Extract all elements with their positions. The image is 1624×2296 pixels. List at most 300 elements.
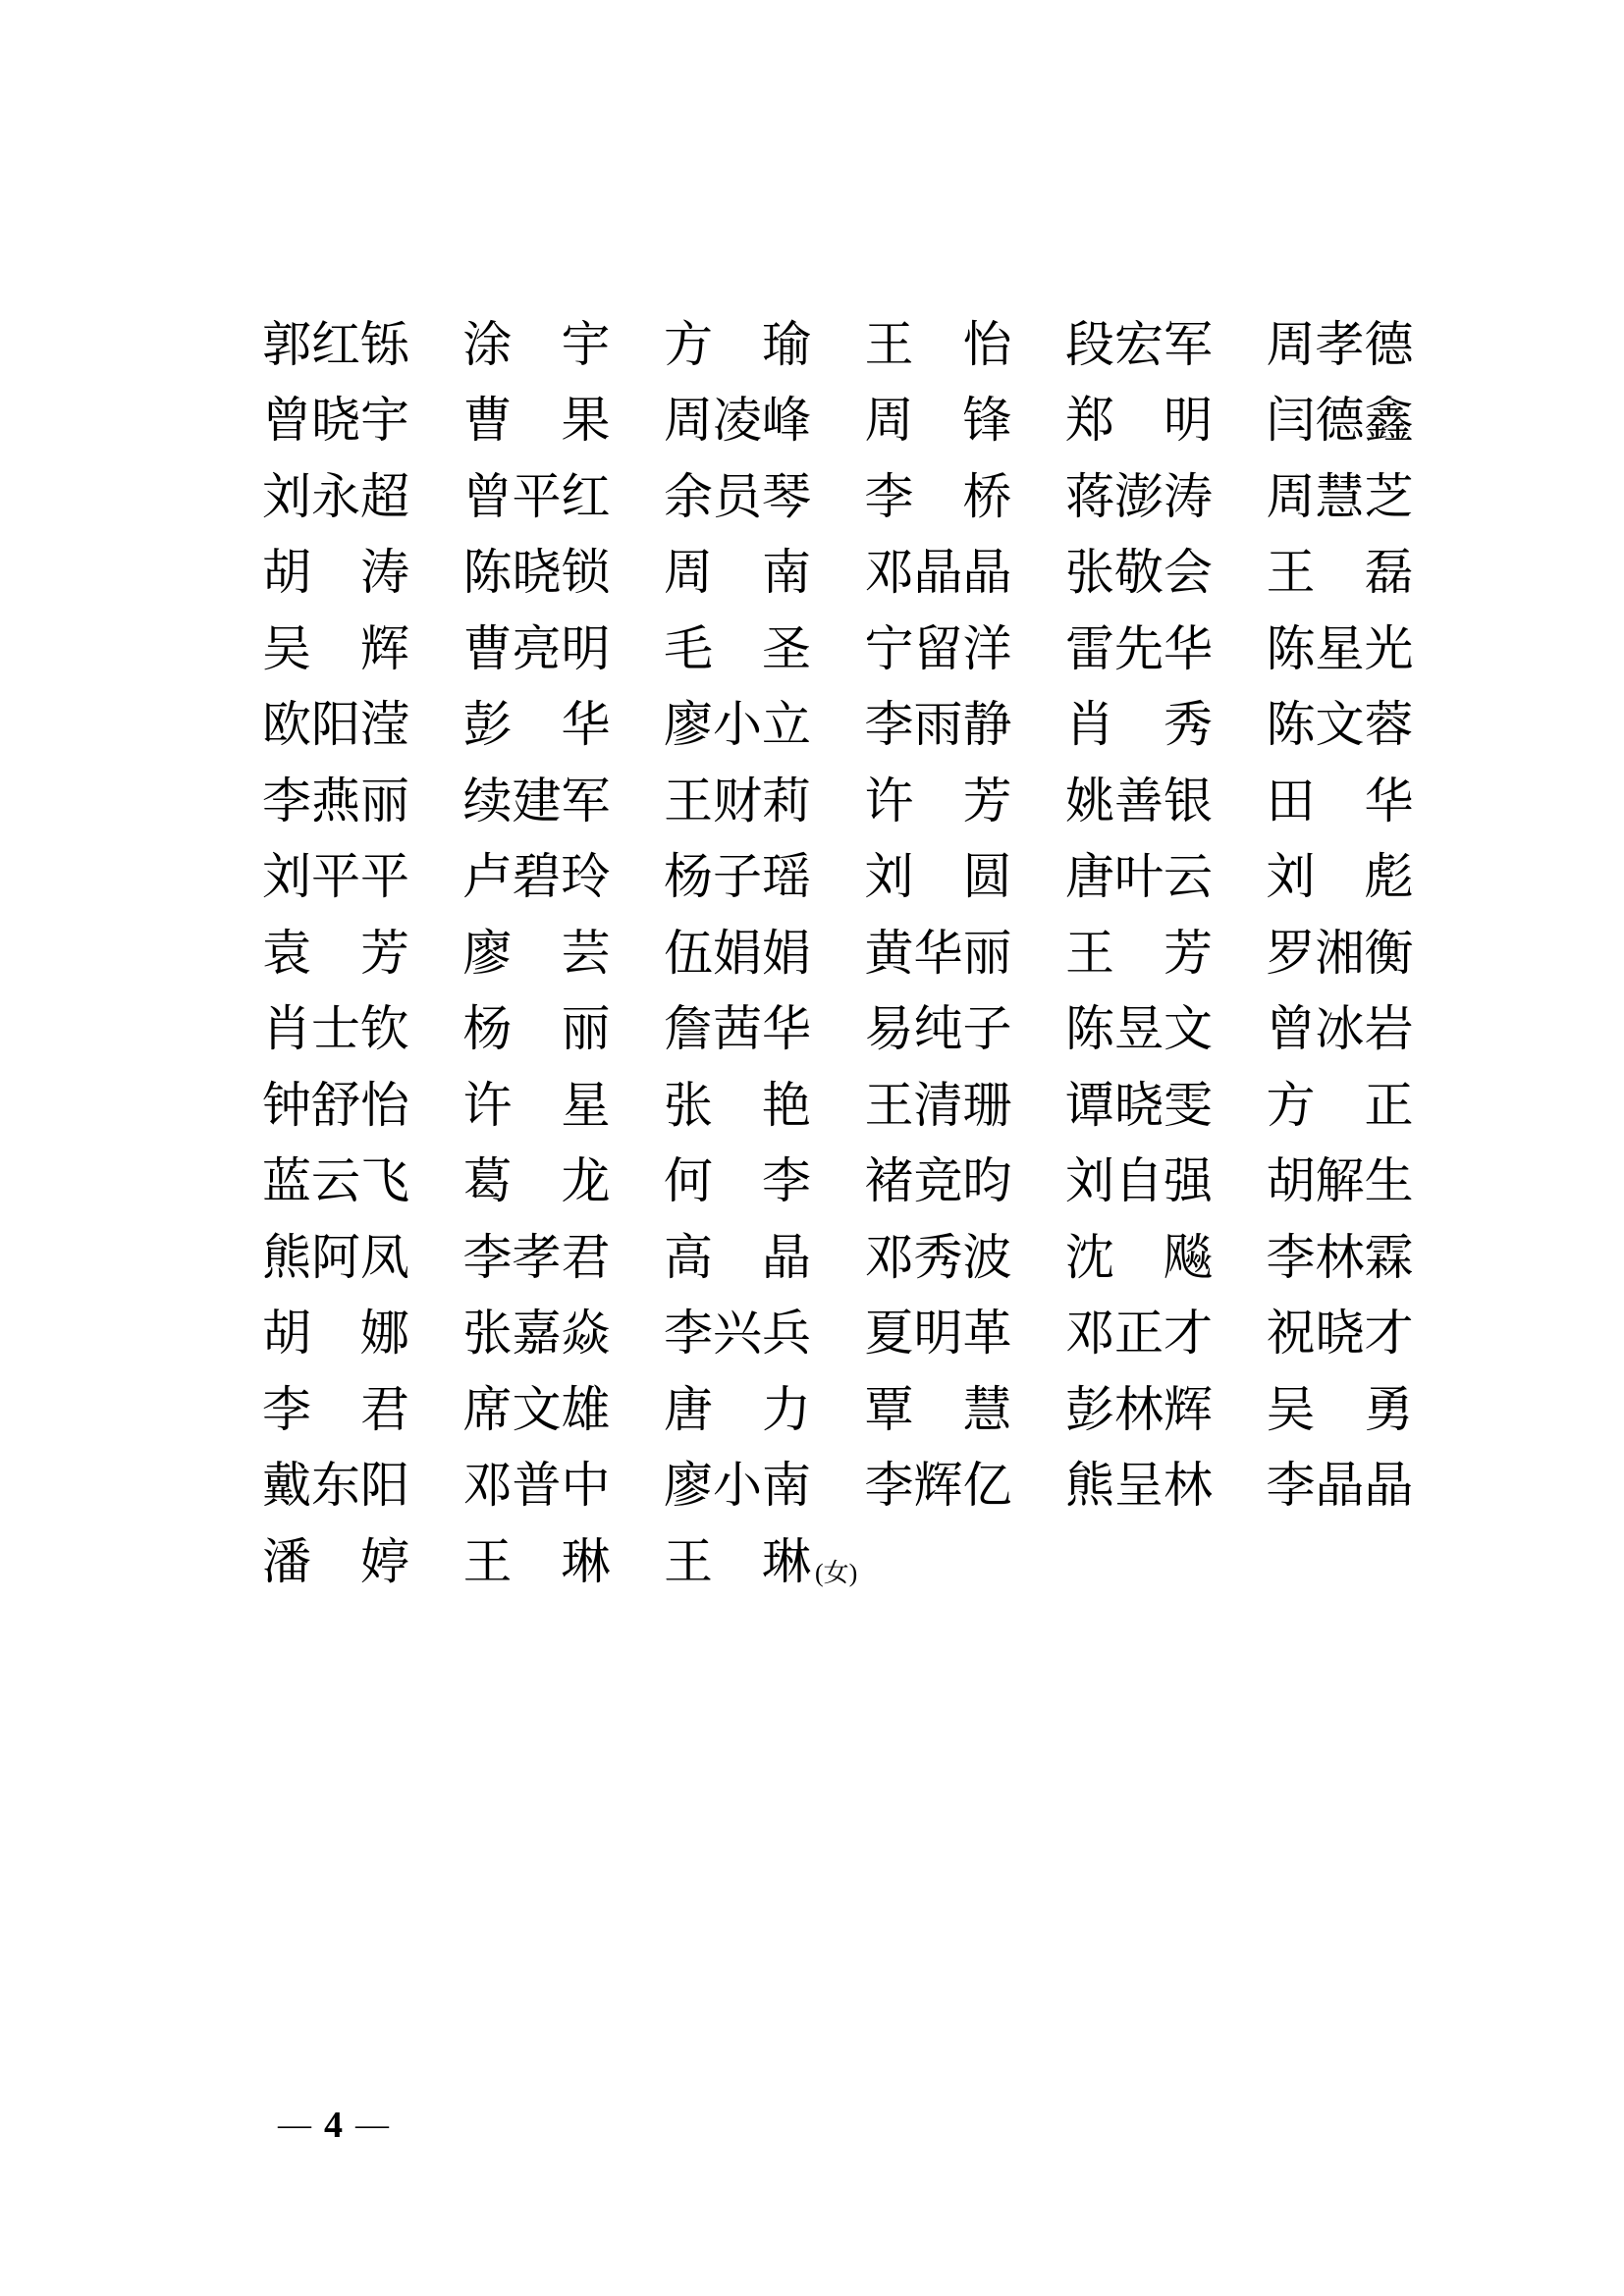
person-name [262, 1381, 409, 1437]
name-cell [262, 393, 463, 449]
name-character: 湘 [1315, 925, 1365, 981]
name-character: 刘 [262, 468, 311, 524]
name-character: 王 [864, 316, 914, 372]
name-character: 祝 [1266, 1306, 1316, 1362]
name-character: 莉 [762, 773, 811, 828]
person-name [462, 468, 611, 524]
name-character: 呈 [1114, 1458, 1164, 1514]
name-character: 平 [512, 468, 562, 524]
name-character: 宇 [360, 393, 409, 449]
name-character: 芳 [1164, 925, 1213, 981]
name-cell [664, 1229, 865, 1285]
person-name [262, 849, 409, 905]
name-character: 嘉 [512, 1306, 562, 1362]
person-name [462, 1229, 611, 1285]
name-character: 岩 [1364, 1001, 1414, 1057]
name-character: 许 [864, 773, 914, 828]
name-cell [864, 316, 1066, 372]
name-character: 杨 [664, 849, 713, 905]
name-character: 兴 [713, 1306, 762, 1362]
name-cell [1266, 1077, 1468, 1133]
name-cell [864, 620, 1066, 676]
name-row [262, 1144, 1467, 1220]
name-character: 方 [1266, 1077, 1316, 1133]
name-character: 肖 [262, 1001, 311, 1057]
name-cell [864, 849, 1066, 905]
person-name [262, 1001, 409, 1057]
name-cell [462, 545, 665, 601]
name-cell [1065, 468, 1267, 524]
person-name [262, 1306, 409, 1362]
name-character: 邓 [864, 1229, 914, 1285]
name-cell [864, 697, 1066, 753]
name-character: 曾 [262, 393, 311, 449]
name-cell [1065, 1458, 1267, 1514]
person-name [1065, 1458, 1213, 1514]
name-cell [1065, 1306, 1267, 1362]
name-character: 明 [1164, 393, 1213, 449]
name-list [262, 306, 1467, 1600]
name-cell [1065, 697, 1267, 753]
person-name [1266, 1153, 1414, 1209]
person-name [462, 773, 611, 828]
name-character: 曹 [462, 393, 513, 449]
name-cell [664, 545, 865, 601]
name-cell [664, 1153, 865, 1209]
name-character: 建 [512, 773, 562, 828]
name-row [262, 611, 1467, 687]
name-character: 超 [360, 468, 409, 524]
name-character: 胡 [1266, 1153, 1316, 1209]
person-name [664, 620, 811, 676]
name-character: 琳 [762, 1533, 811, 1589]
name-character: 清 [913, 1077, 963, 1133]
name-cell [262, 1381, 463, 1437]
person-name [664, 545, 811, 601]
name-character: 才 [1164, 1306, 1213, 1362]
name-cell [262, 697, 463, 753]
person-name [664, 697, 811, 753]
name-character: 邓 [864, 545, 914, 601]
name-character: 雯 [1164, 1077, 1213, 1133]
name-cell [664, 1077, 865, 1133]
person-name [462, 393, 611, 449]
name-cell [1266, 1381, 1468, 1437]
name-cell [864, 773, 1066, 828]
name-cell [462, 925, 665, 981]
name-cell [462, 620, 665, 676]
name-character: 李 [1266, 1229, 1316, 1285]
page-footer [278, 2107, 389, 2144]
name-cell [462, 316, 665, 372]
name-character: 德 [1315, 393, 1365, 449]
name-character: 文 [512, 1381, 562, 1437]
name-character: 林 [1315, 1229, 1365, 1285]
name-character: 袁 [262, 925, 311, 981]
name-character: 刘 [1065, 1153, 1114, 1209]
name-character: 续 [462, 773, 513, 828]
name-character: 潘 [262, 1533, 311, 1589]
name-character: 静 [962, 697, 1012, 753]
name-cell [1266, 1229, 1468, 1285]
name-cell [262, 316, 463, 372]
name-character: 霖 [1364, 1229, 1414, 1285]
name-cell [1065, 620, 1267, 676]
name-character: 敬 [1114, 545, 1164, 601]
name-character: 王 [1266, 545, 1316, 601]
name-character: 才 [1364, 1306, 1414, 1362]
name-character: 衡 [1364, 925, 1414, 981]
name-character: 瑜 [762, 316, 811, 372]
name-cell [462, 697, 665, 753]
name-character: 蒋 [1065, 468, 1114, 524]
person-name [262, 1229, 409, 1285]
name-character: 士 [311, 1001, 360, 1057]
name-character: 阿 [311, 1229, 360, 1285]
name-cell [1065, 545, 1267, 601]
name-cell [462, 849, 665, 905]
name-character: 革 [962, 1306, 1012, 1362]
name-character: 婷 [360, 1533, 409, 1589]
name-cell [462, 1381, 665, 1437]
name-character: 张 [462, 1306, 513, 1362]
name-cell [864, 925, 1066, 981]
name-row [262, 687, 1467, 764]
person-name [1266, 1077, 1414, 1133]
name-character: 芸 [561, 925, 611, 981]
person-name [1065, 545, 1213, 601]
name-character: 芳 [962, 773, 1012, 828]
person-name [1065, 316, 1213, 372]
name-cell [1065, 925, 1267, 981]
name-cell [462, 468, 665, 524]
name-character: 波 [962, 1229, 1012, 1285]
person-name [1266, 1229, 1414, 1285]
person-name [462, 620, 611, 676]
name-character: 员 [713, 468, 762, 524]
name-character: 曹 [462, 620, 513, 676]
name-character: 芳 [360, 925, 409, 981]
name-character: 王 [462, 1533, 513, 1589]
name-cell [462, 1458, 665, 1514]
name-character: 王 [1065, 925, 1114, 981]
name-cell [1065, 849, 1267, 905]
name-cell [664, 1306, 865, 1362]
person-name [664, 1381, 811, 1437]
name-character: 华 [1164, 620, 1213, 676]
name-character: 胡 [262, 545, 311, 601]
name-character: 晓 [311, 393, 360, 449]
name-cell [1266, 1153, 1468, 1209]
name-character: 詹 [664, 1001, 713, 1057]
person-name [1266, 773, 1414, 828]
name-character: 叶 [1114, 849, 1164, 905]
person-name [664, 1533, 811, 1589]
person-name [462, 849, 611, 905]
footer-dash-left: — [278, 2107, 311, 2143]
name-character: 锋 [962, 393, 1012, 449]
name-character: 林 [1114, 1381, 1164, 1437]
name-character: 燕 [311, 773, 360, 828]
name-character: 君 [360, 1381, 409, 1437]
name-character: 晓 [1114, 1077, 1164, 1133]
name-cell [1065, 773, 1267, 828]
name-cell [262, 1458, 463, 1514]
name-character: 小 [713, 1458, 762, 1514]
name-character: 涛 [1164, 468, 1213, 524]
name-character: 南 [762, 1458, 811, 1514]
person-name [864, 1381, 1012, 1437]
name-character: 亿 [962, 1458, 1012, 1514]
person-name [1065, 925, 1213, 981]
name-cell [664, 468, 865, 524]
name-character: 铄 [360, 316, 409, 372]
name-cell [262, 620, 463, 676]
name-character: 凤 [360, 1229, 409, 1285]
person-name [262, 393, 409, 449]
person-name [262, 1458, 409, 1514]
name-character: 周 [1266, 316, 1316, 372]
person-name [462, 697, 611, 753]
name-character: 龙 [561, 1153, 611, 1209]
name-character: 昀 [962, 1153, 1012, 1209]
name-character: 先 [1114, 620, 1164, 676]
name-character: 慧 [962, 1381, 1012, 1437]
name-cell [462, 1306, 665, 1362]
name-cell [1266, 316, 1468, 372]
name-character: 茜 [713, 1001, 762, 1057]
name-cell [262, 1229, 463, 1285]
name-character: 覃 [864, 1381, 914, 1437]
name-character: 华 [913, 925, 963, 981]
name-character: 孝 [1315, 316, 1365, 372]
name-character: 吴 [1266, 1381, 1316, 1437]
person-name [1266, 468, 1414, 524]
name-character: 黄 [864, 925, 914, 981]
name-cell [664, 1381, 865, 1437]
name-character: 邓 [462, 1458, 513, 1514]
name-row [262, 1371, 1467, 1448]
name-character: 熊 [1065, 1458, 1114, 1514]
name-character: 瑶 [762, 849, 811, 905]
name-character: 李 [262, 1381, 311, 1437]
name-cell [864, 1306, 1066, 1362]
name-character: 丽 [360, 773, 409, 828]
person-name [1065, 1077, 1213, 1133]
name-character: 中 [561, 1458, 611, 1514]
name-character: 唐 [664, 1381, 713, 1437]
person-name [1065, 1229, 1213, 1285]
person-name [664, 1458, 811, 1514]
name-character: 伍 [664, 925, 713, 981]
name-character: 秀 [1164, 697, 1213, 753]
name-character: 陈 [1266, 697, 1316, 753]
name-character: 南 [762, 545, 811, 601]
name-character: 晶 [762, 1229, 811, 1285]
name-character: 陈 [462, 545, 513, 601]
name-character: 娟 [762, 925, 811, 981]
name-row [262, 306, 1467, 383]
name-character: 艳 [762, 1077, 811, 1133]
name-character: 解 [1315, 1153, 1365, 1209]
name-cell [262, 545, 463, 601]
name-character: 自 [1114, 1153, 1164, 1209]
name-character: 宁 [864, 620, 914, 676]
name-character: 兵 [762, 1306, 811, 1362]
person-name [664, 1001, 811, 1057]
name-character: 褚 [864, 1153, 914, 1209]
person-name [1266, 849, 1414, 905]
name-character: 雄 [561, 1381, 611, 1437]
person-name [864, 1458, 1012, 1514]
name-character: 华 [1364, 773, 1414, 828]
name-character: 芝 [1364, 468, 1414, 524]
name-character: 晶 [913, 545, 963, 601]
name-character: 晶 [1315, 1458, 1365, 1514]
name-row [262, 1296, 1467, 1372]
name-row [262, 1219, 1467, 1296]
name-cell [664, 1001, 865, 1057]
name-character: 涂 [462, 316, 513, 372]
name-character: 宏 [1114, 316, 1164, 372]
name-cell [1065, 316, 1267, 372]
name-character: 王 [664, 773, 713, 828]
name-cell [864, 1153, 1066, 1209]
name-character: 磊 [1364, 545, 1414, 601]
name-character: 余 [664, 468, 713, 524]
name-character: 彭 [462, 697, 513, 753]
name-cell [864, 1001, 1066, 1057]
name-character: 华 [561, 697, 611, 753]
name-character: 立 [762, 697, 811, 753]
footer-dash-right: — [355, 2107, 389, 2143]
name-cell [462, 393, 665, 449]
person-name [664, 1077, 811, 1133]
person-name [1266, 620, 1414, 676]
person-name [664, 773, 811, 828]
name-cell [1266, 545, 1468, 601]
name-cell [864, 468, 1066, 524]
name-character: 胡 [262, 1306, 311, 1362]
name-character: 曾 [1266, 1001, 1316, 1057]
name-character: 何 [664, 1153, 713, 1209]
name-cell [262, 849, 463, 905]
name-character: 沈 [1065, 1229, 1114, 1285]
name-character: 辉 [360, 620, 409, 676]
name-character: 李 [462, 1229, 513, 1285]
name-row [262, 458, 1467, 535]
name-character: 钦 [360, 1001, 409, 1057]
name-character: 周 [664, 545, 713, 601]
name-character: 陈 [1065, 1001, 1114, 1057]
name-character: 军 [1164, 316, 1213, 372]
gender-note: (女) [815, 1558, 858, 1587]
name-character: 阳 [360, 1458, 409, 1514]
person-name [864, 1077, 1012, 1133]
name-character: 纯 [913, 1001, 963, 1057]
name-character: 文 [1315, 697, 1365, 753]
name-character: 舒 [311, 1077, 360, 1133]
name-character: 财 [713, 773, 762, 828]
name-row [262, 839, 1467, 916]
person-name [664, 1229, 811, 1285]
person-name [1266, 1001, 1414, 1057]
name-character: 力 [762, 1381, 811, 1437]
person-name [1266, 316, 1414, 372]
name-character: 蓝 [262, 1153, 311, 1209]
name-cell [462, 1533, 665, 1589]
person-name [262, 1533, 409, 1589]
name-cell [1266, 468, 1468, 524]
name-character: 正 [1364, 1077, 1414, 1133]
name-character: 郑 [1065, 393, 1114, 449]
person-name [1065, 1153, 1213, 1209]
name-character: 明 [561, 620, 611, 676]
name-character: 圆 [962, 849, 1012, 905]
name-character: 毛 [664, 620, 713, 676]
person-name [262, 316, 409, 372]
name-cell [864, 1458, 1066, 1514]
person-name [1065, 697, 1213, 753]
name-character: 张 [1065, 545, 1114, 601]
name-character: 会 [1164, 545, 1213, 601]
name-character: 唐 [1065, 849, 1114, 905]
name-character: 王 [864, 1077, 914, 1133]
name-cell [664, 697, 865, 753]
name-character: 刘 [1266, 849, 1316, 905]
name-row [262, 1523, 1467, 1600]
name-character: 峰 [762, 393, 811, 449]
name-character: 晶 [1364, 1458, 1414, 1514]
name-character: 红 [561, 468, 611, 524]
person-name [664, 316, 811, 372]
person-name [664, 849, 811, 905]
name-cell [1266, 925, 1468, 981]
name-character: 葛 [462, 1153, 513, 1209]
name-character: 娜 [360, 1306, 409, 1362]
name-character: 东 [311, 1458, 360, 1514]
person-name [864, 773, 1012, 828]
name-cell [664, 849, 865, 905]
name-character: 李 [1266, 1458, 1316, 1514]
name-character: 鑫 [1364, 393, 1414, 449]
name-character: 刘 [864, 849, 914, 905]
person-name [462, 1306, 611, 1362]
name-character: 小 [713, 697, 762, 753]
person-name [262, 620, 409, 676]
name-cell [1065, 1381, 1267, 1437]
name-character: 蓉 [1364, 697, 1414, 753]
name-cell [1266, 1458, 1468, 1514]
name-character: 邓 [1065, 1306, 1114, 1362]
name-character: 飞 [360, 1153, 409, 1209]
name-character: 锁 [561, 545, 611, 601]
name-character: 银 [1164, 773, 1213, 828]
person-name [462, 1381, 611, 1437]
name-character: 林 [1164, 1458, 1213, 1514]
name-cell [664, 773, 865, 828]
name-character: 普 [512, 1458, 562, 1514]
person-name [1065, 773, 1213, 828]
name-character: 丽 [962, 925, 1012, 981]
name-character: 涛 [360, 545, 409, 601]
name-character: 晓 [1315, 1306, 1365, 1362]
person-name [462, 316, 611, 372]
name-character: 红 [311, 316, 360, 372]
name-character: 留 [913, 620, 963, 676]
person-name [262, 468, 409, 524]
name-cell [864, 1077, 1066, 1133]
